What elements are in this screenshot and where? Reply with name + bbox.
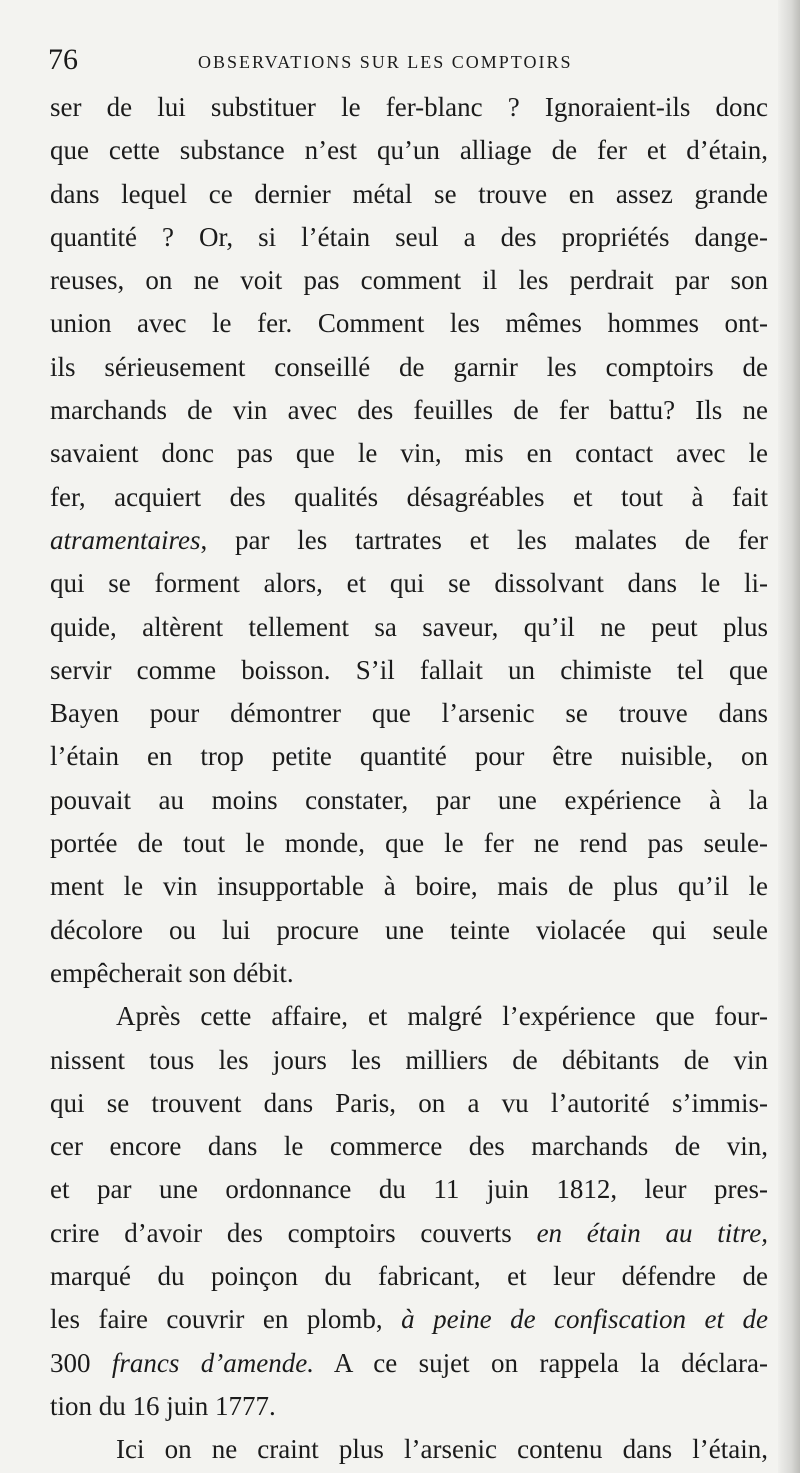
text-line: cer encore dans le commerce des marchands de vin, — [50, 1131, 768, 1162]
page-number: 76 — [48, 43, 78, 76]
text-line-with-italic — [50, 519, 768, 562]
text-line: décolore ou lui procure une teinte violacée qui seule — [50, 914, 768, 945]
running-head: OBSERVATIONS SUR LES COMPTOIRS — [198, 52, 573, 72]
text-line: quantité ? Or, si l’étain seul a des propriétés dange- — [50, 221, 768, 252]
text-segment: A ce sujet on rappela la déclara- — [313, 1347, 768, 1378]
paragraph-start-line: Ici on ne craint plus l’arsenic contenu dans l’étain, — [116, 1434, 768, 1465]
italic-term: atramentaires — [50, 524, 201, 555]
paragraph-start-line: Après cette affaire, et malgré l’expérience que four- — [116, 1001, 768, 1032]
text-line: quide, altèrent tellement sa saveur, qu’il ne peut plus — [50, 611, 768, 642]
italic-term: en étain au titre, — [536, 1217, 768, 1248]
text-line-with-italic — [50, 1342, 768, 1385]
body-text — [50, 86, 768, 1472]
text-line: marchands de vin avec des feuilles de fer battu? Ils ne — [50, 395, 768, 426]
text-line: pouvait au moins constater, par une expérience à la — [50, 784, 768, 815]
text-segment: les faire couvrir en plomb, — [50, 1304, 402, 1335]
text-line: tion du 16 juin 1777. — [50, 1390, 276, 1421]
text-line: qui se trouvent dans Paris, on a vu l’autorité s’immis- — [50, 1087, 768, 1118]
text-segment: , par les tartrates et les malates de fer — [200, 524, 768, 555]
text-line: servir comme boisson. S’il fallait un chimiste tel que — [50, 654, 768, 685]
page-edge-shadow — [778, 0, 800, 1473]
text-line: qui se forment alors, et qui se dissolvant dans le li- — [50, 568, 768, 599]
text-line: et par une ordonnance du 11 juin 1812, leur pres- — [50, 1174, 768, 1205]
italic-term: francs d’amende. — [111, 1347, 314, 1378]
text-line: dans lequel ce dernier métal se trouve en assez grande — [50, 178, 768, 209]
text-line-with-italic — [50, 1298, 768, 1341]
text-line: portée de tout le monde, que le fer ne rend pas seule- — [50, 828, 768, 859]
text-segment: crire d’avoir des comptoirs couverts — [50, 1217, 537, 1248]
text-line-with-italic — [50, 1212, 768, 1255]
text-line: ser de lui substituer le fer-blanc ? Ignoraient-ils donc — [50, 92, 768, 122]
text-line: l’étain en trop petite quantité pour être nuisible, on — [50, 741, 768, 772]
text-line: ment le vin insupportable à boire, mais de plus qu’il le — [50, 871, 768, 902]
text-line: nissent tous les jours les milliers de débitants de vin — [50, 1044, 768, 1075]
text-line: union avec le fer. Comment les mêmes hommes ont- — [50, 308, 768, 339]
page-header — [48, 40, 758, 80]
text-line: ils sérieusement conseillé de garnir les comptoirs de — [50, 351, 768, 382]
italic-term: à peine de confiscation et de — [401, 1304, 768, 1335]
text-line: reuses, on ne voit pas comment il les perdrait par son — [50, 265, 768, 296]
text-line: empêcherait son débit. — [50, 957, 294, 988]
text-segment: 300 — [50, 1347, 112, 1378]
text-line: fer, acquiert des qualités désagréables et tout à fait — [50, 481, 768, 512]
text-line: marqué du poinçon du fabricant, et leur défendre de — [50, 1261, 768, 1292]
text-line: Bayen pour démontrer que l’arsenic se trouve dans — [50, 698, 768, 729]
text-line: que cette substance n’est qu’un alliage de fer et d’étain, — [50, 135, 768, 166]
text-line: savaient donc pas que le vin, mis en contact avec le — [50, 438, 768, 469]
